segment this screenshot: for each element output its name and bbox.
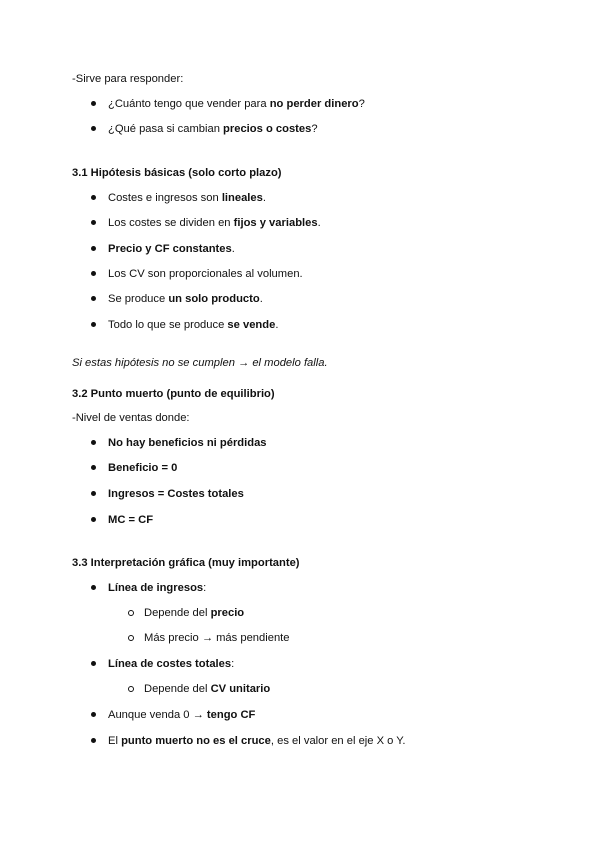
text-run: : [203, 582, 207, 594]
bold-text: Línea de costes totales [108, 658, 232, 670]
intro-text: -Sirve para responder: [72, 73, 184, 85]
text-run: ¿Cuánto tengo que vender para [108, 98, 270, 110]
text-run: El [108, 735, 122, 747]
bullet-dot-icon [91, 195, 96, 200]
bullet-dot-icon [91, 322, 96, 327]
bold-text: fijos y variables [233, 217, 318, 229]
bullet-dot-icon [91, 585, 96, 590]
bold-text: Beneficio = 0 [108, 462, 178, 474]
bold-text: no perder dinero [269, 98, 359, 110]
text-run: Más precio → más pendiente [144, 632, 290, 644]
bold-text: MC = CF [108, 514, 154, 526]
section-heading-3-1: 3.1 Hipótesis básicas (solo corto plazo) [72, 167, 282, 179]
bullet-dot-icon [91, 246, 96, 251]
bullet-dot-icon [91, 465, 96, 470]
bullet-circle-icon [128, 635, 134, 641]
bullet-dot-icon [91, 491, 96, 496]
text-run: Costes e ingresos son [108, 192, 222, 204]
text-run: Todo lo que se produce [108, 319, 228, 331]
bullet-dot-icon [91, 220, 96, 225]
text-run: Aunque venda 0 → [108, 709, 207, 721]
bold-text: se vende [227, 319, 276, 331]
bold-text: Ingresos = Costes totales [108, 488, 244, 500]
bullet-dot-icon [91, 296, 96, 301]
text-run: ¿Qué pasa si cambian [108, 123, 224, 135]
text-run: Depende del [144, 607, 211, 619]
text-run: . [317, 217, 321, 229]
text-run: Se produce [108, 293, 169, 305]
bullet-dot-icon [91, 126, 96, 131]
bullet-dot-icon [91, 712, 96, 717]
text-run: Los CV son proporcionales al volumen. [108, 268, 303, 280]
text-run: Los costes se dividen en [108, 217, 234, 229]
bold-text: No hay beneficios ni pérdidas [108, 437, 267, 449]
text-run: . [262, 192, 266, 204]
bold-text: precio [210, 607, 245, 619]
note-text: Si estas hipótesis no se cumplen → el modelo falla. [72, 357, 328, 369]
section-heading-3-2: 3.2 Punto muerto (punto de equilibrio) [72, 388, 275, 400]
bold-text: tengo CF [206, 709, 256, 721]
bold-text: un solo producto [168, 293, 260, 305]
bullet-dot-icon [91, 661, 96, 666]
bold-text: punto muerto no es el cruce [121, 735, 271, 747]
bold-text: Precio y CF constantes [108, 243, 232, 255]
bold-text: lineales [221, 192, 263, 204]
text-run: . [259, 293, 263, 305]
bullet-dot-icon [91, 101, 96, 106]
text-run: ? [358, 98, 365, 110]
text-run: : [231, 658, 235, 670]
text-run: . [231, 243, 235, 255]
section-subtitle: -Nivel de ventas donde: [72, 412, 190, 424]
bold-text: Línea de ingresos [108, 582, 204, 594]
bullet-dot-icon [91, 440, 96, 445]
text-run: . [275, 319, 279, 331]
bullet-circle-icon [128, 686, 134, 692]
bold-text: precios o costes [223, 123, 312, 135]
bullet-dot-icon [91, 738, 96, 743]
text-run: , es el valor en el eje X o Y. [270, 735, 406, 747]
bullet-circle-icon [128, 610, 134, 616]
bullet-dot-icon [91, 517, 96, 522]
bullet-dot-icon [91, 271, 96, 276]
bold-text: CV unitario [210, 683, 271, 695]
section-heading-3-3: 3.3 Interpretación gráfica (muy importante) [72, 557, 300, 569]
text-run: ? [311, 123, 318, 135]
text-run: Depende del [144, 683, 211, 695]
